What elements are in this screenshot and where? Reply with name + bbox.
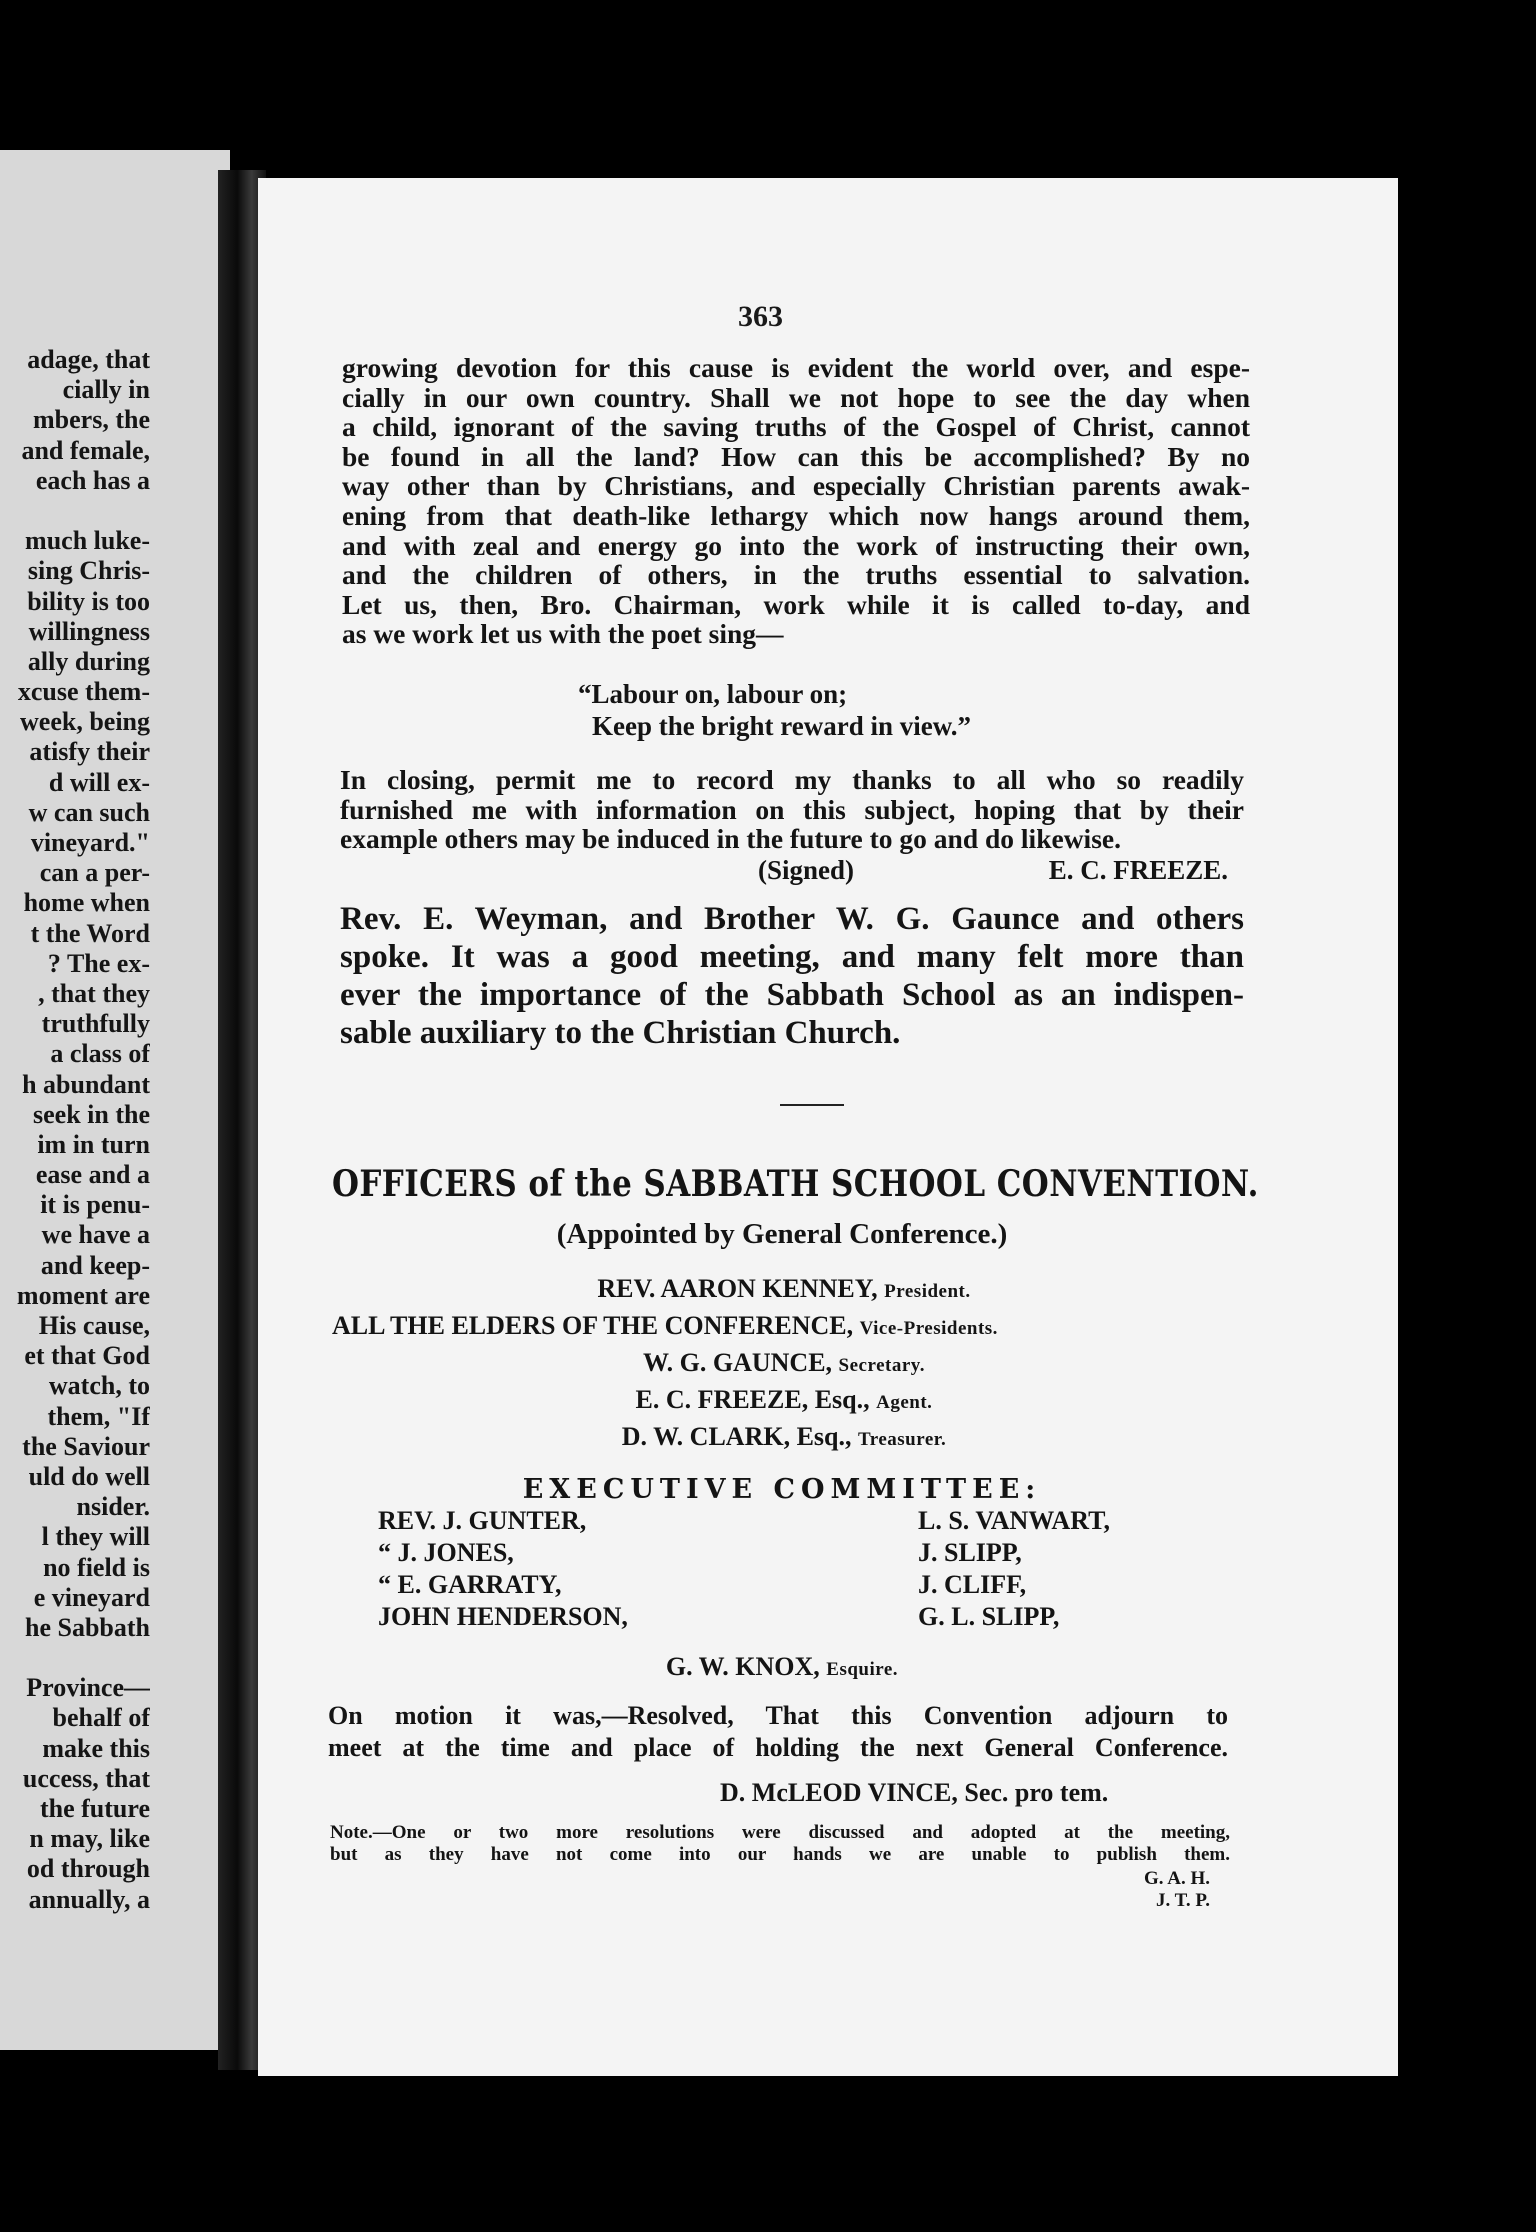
poem-line-2: Keep the bright reward in view.” [592, 711, 971, 741]
left-page-line: uld do well [28, 1461, 150, 1491]
committee-member: REV. J. GUNTER, [378, 1506, 587, 1535]
closing-paragraph [340, 765, 1244, 854]
left-page-line: seek in the [33, 1099, 150, 1129]
left-page-line: t the Word [30, 918, 150, 948]
left-page-line: and female, [21, 435, 150, 465]
closing-line: example others may be induced in the future to go and do likewise. [340, 823, 1121, 855]
officer-row [332, 1346, 1236, 1383]
resolution-paragraph [328, 1700, 1228, 1764]
intro-line: growing devotion for this cause is evident the world over, and espe- [342, 352, 1250, 383]
committee-row [378, 1569, 1178, 1601]
left-page-line: vineyard." [30, 828, 150, 857]
resolution-line: meet at the time and place of holding the next General Conference. [328, 1733, 1228, 1762]
left-page-line: he Sabbath [25, 1612, 150, 1642]
left-page-line: , that they [38, 978, 150, 1008]
signature-name: E. C. FREEZE. [1048, 855, 1228, 885]
left-page-line: od through [26, 1854, 150, 1884]
left-page-line: the Saviour [22, 1431, 150, 1461]
left-page-line: it is penu- [40, 1190, 150, 1220]
left-page-line: ally during [27, 646, 150, 676]
officer-name: D. W. CLARK, Esq., [621, 1422, 858, 1451]
left-page-line: ease and a [35, 1160, 150, 1190]
committee-heading: EXECUTIVE COMMITTEE: [522, 1474, 1042, 1505]
left-page-line: week, being [20, 707, 150, 737]
page-number: 363 [738, 300, 783, 333]
left-page-line: home when [23, 888, 150, 918]
officer-title: Vice-Presidents. [859, 1318, 998, 1339]
initials-1: G. A. H. [1144, 1868, 1210, 1889]
left-page-line: e vineyard [33, 1582, 150, 1612]
left-page-line: each has a [35, 465, 150, 495]
left-page-line: atisfy their [29, 737, 150, 767]
left-page-line: et that God [24, 1341, 150, 1371]
committee-row [378, 1505, 1178, 1537]
left-page-line: l they will [41, 1522, 150, 1552]
left-page-line: nsider. [76, 1492, 150, 1522]
report-line: ever the importance of the Sabbath School as an indispen- [340, 977, 1244, 1013]
left-page-line: a class of [50, 1039, 150, 1069]
committee-member-knox [330, 1652, 1234, 1682]
committee-member: J. CLIFF, [918, 1570, 1027, 1599]
poem-quote [578, 678, 1118, 742]
left-page-line: can a per- [39, 858, 150, 888]
initials-2: J. T. P. [1155, 1890, 1210, 1911]
left-page-line: mbers, the [33, 405, 150, 435]
officer-name: REV. AARON KENNEY, [597, 1274, 885, 1303]
left-page-line: make this [42, 1733, 150, 1763]
left-page-line: Province— [26, 1673, 150, 1703]
left-page-line [0, 1643, 150, 1673]
appointed-subheading: (Appointed by General Conference.) [556, 1218, 1008, 1250]
intro-line: a child, ignorant of the saving truths of the Gospel of Christ, cannot [342, 411, 1250, 443]
officer-title: Treasurer. [858, 1429, 947, 1450]
committee-row [378, 1601, 1178, 1633]
left-page-line: annually, a [28, 1884, 150, 1914]
intro-line: and the children of others, in the truths essential to salvation. [342, 559, 1250, 591]
intro-paragraph [342, 353, 1250, 649]
left-page-line: n may, like [29, 1824, 150, 1854]
meeting-report [340, 900, 1244, 1052]
secretary-signature: D. McLEOD VINCE, Sec. pro tem. [720, 1778, 1109, 1807]
left-page-line: xcuse them- [17, 677, 150, 707]
officer-row [332, 1309, 1236, 1346]
left-page-line: bility is too [27, 586, 150, 616]
knox-title: Esquire. [826, 1659, 899, 1680]
note-line: but as they have not come into our hands we are unable to publish them. [330, 1844, 1230, 1865]
intro-line: be found in all the land? How can this be accomplished? By no [342, 440, 1250, 472]
closing-line: furnished me with information on this subject, hoping that by their [340, 793, 1244, 825]
committee-list [378, 1505, 1178, 1633]
committee-member: “ E. GARRATY, [378, 1570, 562, 1599]
left-page-line: them, "If [47, 1401, 150, 1431]
left-page-line: much luke- [25, 526, 150, 556]
left-page-line: truthfully [41, 1009, 150, 1039]
left-page-line: moment are [16, 1280, 150, 1310]
officer-title: Secretary. [838, 1355, 925, 1376]
report-line: Rev. E. Weyman, and Brother W. G. Gaunce and others [340, 901, 1244, 937]
knox-name: G. W. KNOX, [665, 1652, 820, 1681]
intro-line: cially in our own country. Shall we not hope to see the day when [342, 381, 1250, 413]
left-page-line: w can such [28, 797, 150, 827]
footnote-initials [1090, 1868, 1210, 1912]
left-page-line: uccess, that [22, 1763, 150, 1793]
officer-row [332, 1420, 1236, 1457]
officer-name: ALL THE ELDERS OF THE CONFERENCE, [332, 1311, 860, 1340]
officer-title: President. [884, 1281, 971, 1302]
committee-member: J. SLIPP, [918, 1538, 1022, 1567]
report-line: sable auxiliary to the Christian Church. [340, 1015, 901, 1051]
left-page-line: cially in [62, 375, 150, 405]
section-divider [780, 1104, 844, 1106]
intro-line: as we work let us with the poet sing— [342, 618, 784, 650]
left-page-line: willingness [28, 616, 150, 646]
intro-line: Let us, then, Bro. Chairman, work while it is called to-day, and [342, 588, 1250, 620]
left-page-line: we have a [41, 1220, 150, 1250]
committee-member: “ J. JONES, [378, 1538, 514, 1567]
left-page-line: ? The ex- [47, 948, 150, 978]
left-page-line: sing Chris- [27, 556, 150, 586]
left-page-fragment [0, 150, 230, 2050]
left-page-line: no field is [43, 1552, 150, 1582]
left-page-line: His cause, [38, 1311, 150, 1340]
left-page-line: watch, to [48, 1371, 150, 1401]
note-line: Note.—One or two more resolutions were discussed and adopted at the meeting, [330, 1822, 1230, 1843]
officer-name: E. C. FREEZE, Esq., [635, 1385, 877, 1414]
committee-member: G. L. SLIPP, [918, 1602, 1060, 1631]
signed-label: (Signed) [758, 855, 855, 885]
officers-heading: OFFICERS of the SABBATH SCHOOL CONVENTION. [332, 1163, 1259, 1205]
intro-line: and with zeal and energy go into the work of instructing their own, [342, 529, 1250, 561]
officer-name: W. G. GAUNCE, [643, 1348, 839, 1377]
intro-line: way other than by Christians, and especially Christian parents awak- [342, 470, 1250, 502]
resolution-line: On motion it was,—Resolved, That this Convention adjourn to [328, 1701, 1228, 1730]
committee-member: JOHN HENDERSON, [378, 1602, 628, 1631]
committee-row [378, 1537, 1178, 1569]
footnote [330, 1822, 1230, 1866]
officer-row [332, 1383, 1236, 1420]
officer-row [332, 1272, 1236, 1309]
left-page-line [0, 496, 150, 526]
closing-line: In closing, permit me to record my thanks to all who so readily [340, 764, 1244, 795]
left-page-line: d will ex- [48, 767, 150, 797]
committee-member: L. S. VANWART, [918, 1506, 1110, 1535]
left-page-line: im in turn [37, 1129, 150, 1159]
left-page-line: behalf of [52, 1703, 150, 1733]
left-page-line: adage, that [27, 345, 150, 374]
left-page-line: the future [39, 1794, 150, 1823]
left-page-text [0, 345, 150, 1915]
officers-list [332, 1272, 1236, 1457]
left-page-line: h abundant [22, 1069, 150, 1099]
left-page-line: and keep- [40, 1250, 150, 1280]
report-line: spoke. It was a good meeting, and many felt more than [340, 939, 1244, 975]
poem-line-1: “Labour on, labour on; [578, 679, 848, 709]
freeze-signature [758, 855, 1228, 886]
officer-title: Agent. [876, 1392, 933, 1413]
intro-line: ening from that death-like lethargy which now hangs around them, [342, 499, 1250, 531]
